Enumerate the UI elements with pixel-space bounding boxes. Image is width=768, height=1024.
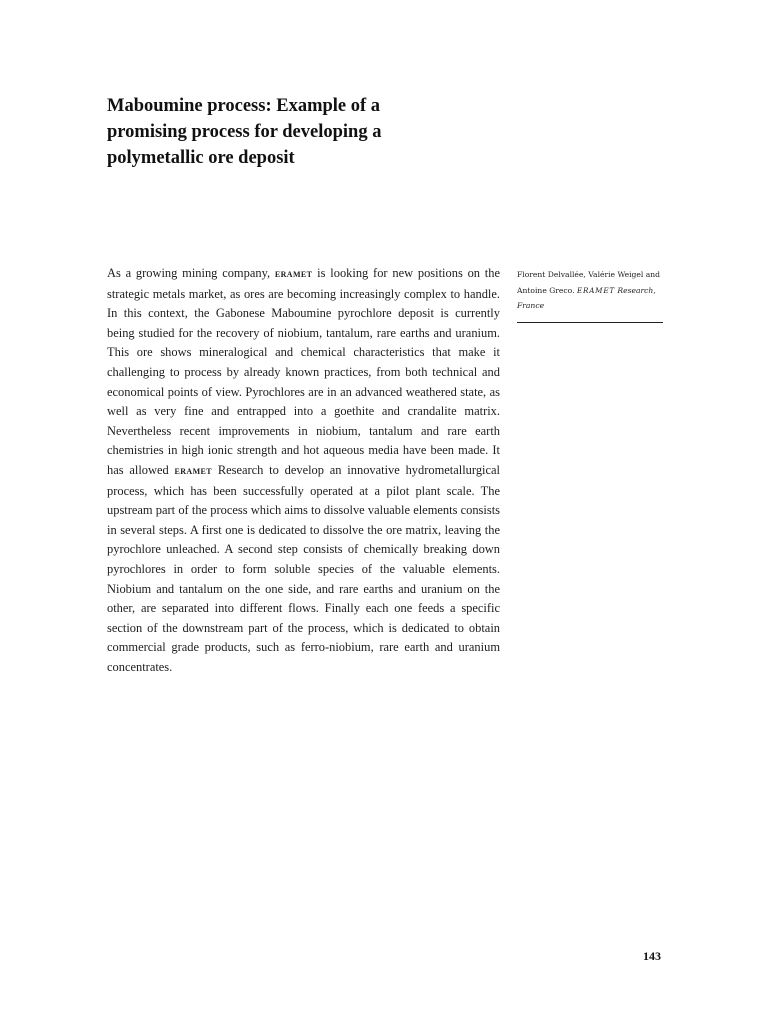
abstract-paragraph: [107, 264, 500, 677]
abstract: [107, 264, 500, 677]
author-affiliation: [517, 267, 663, 323]
author-org: ERAMET: [576, 285, 615, 295]
article-title: Maboumine process: Example of a promising process for developing a polymetallic ore deposit: [107, 96, 382, 168]
abstract-text-1: As a growing mining company,: [107, 266, 275, 280]
author-names: Florent Delvallée, Valérie Weigel and Antoine Greco.: [517, 270, 661, 295]
page-number: 143: [643, 949, 661, 963]
abstract-text-2: is looking for new positions on the strategic metals market, as ores are becoming increasingly complex to handle. In this context, the Gabonese Maboumine pyrochlore deposit is currently being studied for the recovery of niobium, tantalum, rare earths and uranium. This ore shows mineralogical and chemical characteristics that make it challenging to process by already known practices, from both technical and economical points of view. Pyrochlores are in an advanced weathered state, as well as very fine and entrapped into a goethite and crandalite matrix. Nevertheless recent improvements in niobium, tantalum and rare earth chemistries in high ionic strength and hot aqueous media have been made. It has allowed: [107, 266, 500, 477]
abstract-text-3: Research to develop an innovative hydrometallurgical process, which has been successfully operated at a pilot plant scale. The upstream part of the process which aims to dissolve valuable elements consists in several steps. A first one is dedicated to dissolve the ore matrix, leaving the pyrochlore unleached. A second step consists of chemically breaking down pyrochlores in order to form soluble species of the valuable elements. Niobium and tantalum on the one side, and rare earths and uranium on the other, are separated into different flows. Finally each one feeds a specific section of the downstream part of the process, which is dedicated to obtain commercial grade products, such as ferro-niobium, rare earth and uranium concentrates.: [107, 462, 500, 674]
org-name-eramet: eramet: [274, 268, 313, 280]
author-location: Research, France: [517, 285, 656, 310]
org-name-eramet: eramet: [174, 464, 213, 477]
